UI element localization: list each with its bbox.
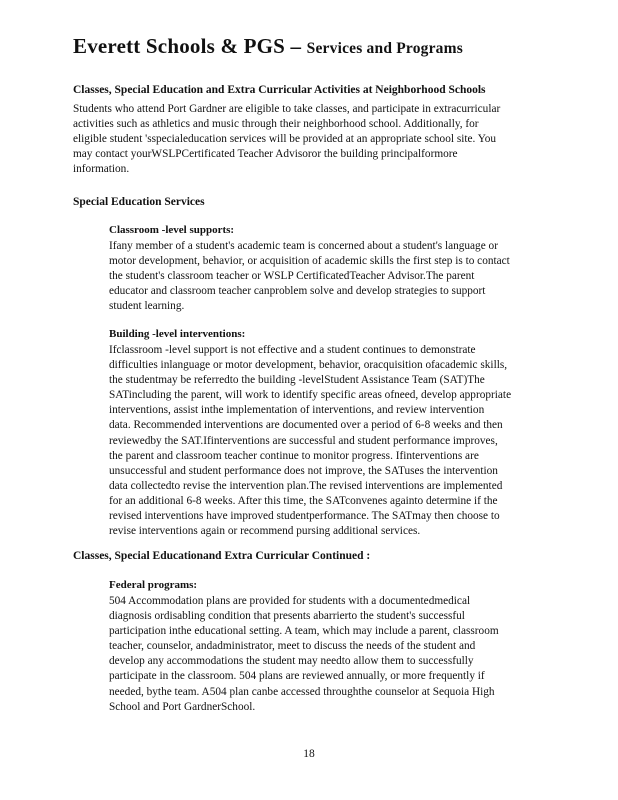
text-line: revise interventions again or recommend pursing additional services. [109,525,421,538]
text-line: participate in the classroom. 504 plans are reviewed annually, or more frequently if [109,670,485,683]
text-line: educator and classroom teacher canproblem solve and develop strategies to support [109,285,486,298]
page-number: 18 [303,748,315,760]
federal-programs-paragraph [109,594,499,715]
title-main: Everett Schools & PGS – [73,34,307,58]
text-line: may contact yourWSLPCertificated Teacher Advisoror the building principalformore [73,148,458,161]
text-line: School and Port GardnerSchool. [109,700,256,713]
text-line: develop any accommodations the student may needto allow them to successfully [109,655,474,668]
text-line: the parent and classroom teacher continue to monitor progress. Ifinterventions are [109,449,479,462]
text-line: diagnosis ordisabling condition that presents abarrierto the student's successful [109,610,465,623]
subheading-classroom-level: Classroom -level supports: [109,224,235,236]
page-title [73,34,463,59]
text-line: 504 Accommodation plans are provided for students with a documentedmedical [109,595,471,607]
text-line: revised interventions have improved studentperformance. The SATmay then choose to [109,510,500,523]
section-heading-special-education: Special Education Services [73,196,205,208]
text-line: information. [73,163,130,176]
text-line: needed, bythe team. A504 plan canbe accessed throughthe counselor at Sequoia High [109,685,495,698]
text-line: activities such as athletics and music through their neighborhood school. Additionally, for [73,118,479,131]
text-line: Ifclassroom -level support is not effective and a student continues to demonstrate [109,344,476,356]
classroom-level-paragraph [109,239,510,314]
text-line: motor development, behavior, or acquisition of academic skills the first step is to contact [109,255,510,268]
text-line: data. Recommended interventions are documented over a period of 6-8 weeks and then [109,419,503,432]
text-line: reviewedby the SAT.Ifinterventions are successful and student performance improves, [109,434,498,447]
text-line: for an additional 6-8 weeks. After this time, the SATconvenes againto determine if the [109,494,498,507]
title-sub: Services and Programs [306,40,463,57]
text-line: participation inthe educational setting. A team, which may include a parent, classroom [109,625,499,638]
text-line: Ifany member of a student's academic team is concerned about a student's language or [109,240,498,252]
text-line: teacher, counselor, andadministrator, meet to discuss the needs of the student and [109,640,476,653]
text-line: the student's classroom teacher or WSLP CertificatedTeacher Advisor.The parent [109,270,475,283]
text-line: Students who attend Port Gardner are eligible to take classes, and participate in extracurricular [73,103,501,115]
neighborhood-schools-paragraph [73,102,500,177]
section-heading-continued: Classes, Special Educationand Extra Curricular Continued : [73,550,371,562]
text-line: SATincluding the parent, will work to identify specific areas ofneed, develop appropriate [109,389,512,402]
subheading-federal-programs: Federal programs: [109,579,198,591]
text-line: difficulties inlanguage or motor development, behavior, oracquisition ofacademic skills, [109,359,508,372]
building-level-paragraph [109,343,511,539]
text-line: data collectedto revise the intervention plan.The revised interventions are implemented [109,479,503,492]
text-line: eligible student 'sspecialeducation services will be provided at an appropriate school site. You [73,133,497,146]
text-line: unsuccessful and student performance does not improve, the SATuses the intervention [109,464,498,477]
section-heading-neighborhood-schools: Classes, Special Education and Extra Curricular Activities at Neighborhood Schools [73,84,486,96]
text-line: the studentmay be referredto the building -levelStudent Assistance Team (SAT)The [109,374,485,387]
subheading-building-level: Building -level interventions: [109,328,246,340]
text-line: interventions, assist inthe implementation of interventions, and review intervention [109,404,485,417]
text-line: student learning. [109,300,185,313]
